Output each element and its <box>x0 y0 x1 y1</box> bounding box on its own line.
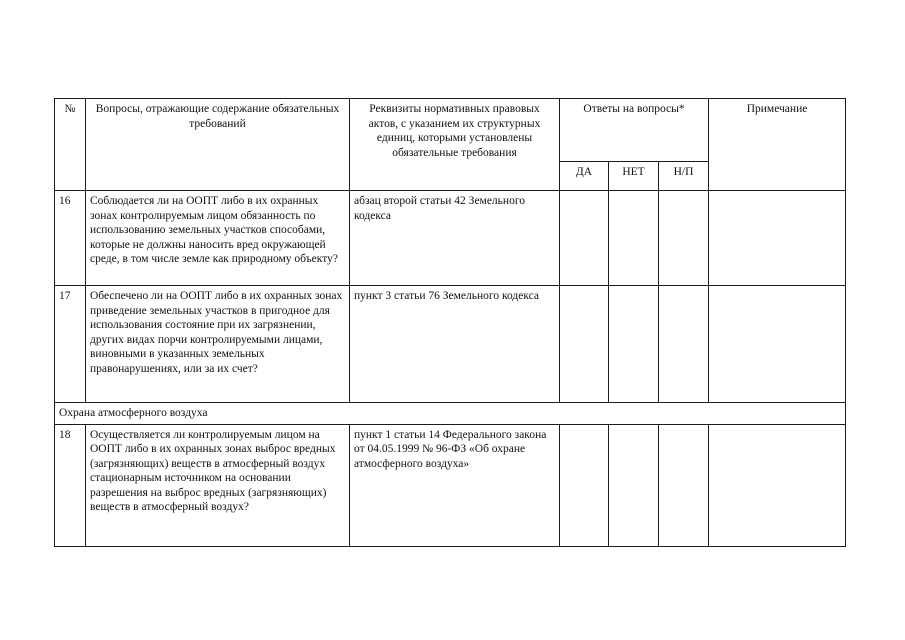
note-cell <box>709 191 846 286</box>
col-header-na: Н/П <box>659 162 709 191</box>
answer-no-cell <box>609 191 659 286</box>
row-question: Обеспечено ли на ООПТ либо в их охранных зонах приведение земельных участков в пригодное для использования состояние при их загрязнении, других видах порчи контролируемыми лицами, виновными в указанных земельных правонарушениях, или за их счет? <box>86 286 350 403</box>
row-number: 18 <box>55 424 86 546</box>
answer-na-cell <box>659 424 709 546</box>
table-row <box>55 286 846 403</box>
answer-yes-cell <box>560 286 609 403</box>
row-requisite: пункт 3 статьи 76 Земельного кодекса <box>350 286 560 403</box>
row-number: 16 <box>55 191 86 286</box>
col-header-no: НЕТ <box>609 162 659 191</box>
row-requisite: абзац второй статьи 42 Земельного кодекса <box>350 191 560 286</box>
answer-yes-cell <box>560 424 609 546</box>
col-header-requisites: Реквизиты нормативных правовых актов, с указанием их структурных единиц, которыми установлены обязательные требования <box>350 99 560 191</box>
answer-no-cell <box>609 424 659 546</box>
note-cell <box>709 424 846 546</box>
answer-na-cell <box>659 286 709 403</box>
row-number: 17 <box>55 286 86 403</box>
note-cell <box>709 286 846 403</box>
header-row <box>55 99 846 162</box>
row-question: Соблюдается ли на ООПТ либо в их охранных зонах контролируемым лицом обязанность по использованию земельных участков способами, которые не должны наносить вред окружающей среде, в том числе земле как природному объекту? <box>86 191 350 286</box>
col-header-questions: Вопросы, отражающие содержание обязательных требований <box>86 99 350 191</box>
table-row <box>55 191 846 286</box>
answer-no-cell <box>609 286 659 403</box>
answer-yes-cell <box>560 191 609 286</box>
section-title: Охрана атмосферного воздуха <box>55 403 846 425</box>
checklist-table <box>54 98 846 547</box>
section-row <box>55 403 846 425</box>
col-header-note: Примечание <box>709 99 846 191</box>
col-header-num: № <box>55 99 86 191</box>
col-header-yes: ДА <box>560 162 609 191</box>
col-header-answers: Ответы на вопросы* <box>560 99 709 162</box>
table-row <box>55 424 846 546</box>
row-question: Осуществляется ли контролируемым лицом на ООПТ либо в их охранных зонах выброс вредных (загрязняющих) веществ в атмосферный воздух стационарным источником на основании разрешения на выброс вредных (загрязняющих) веществ в атмосферный воздух? <box>86 424 350 546</box>
row-requisite: пункт 1 статьи 14 Федерального закона от 04.05.1999 № 96-ФЗ «Об охране атмосферного воздуха» <box>350 424 560 546</box>
answer-na-cell <box>659 191 709 286</box>
